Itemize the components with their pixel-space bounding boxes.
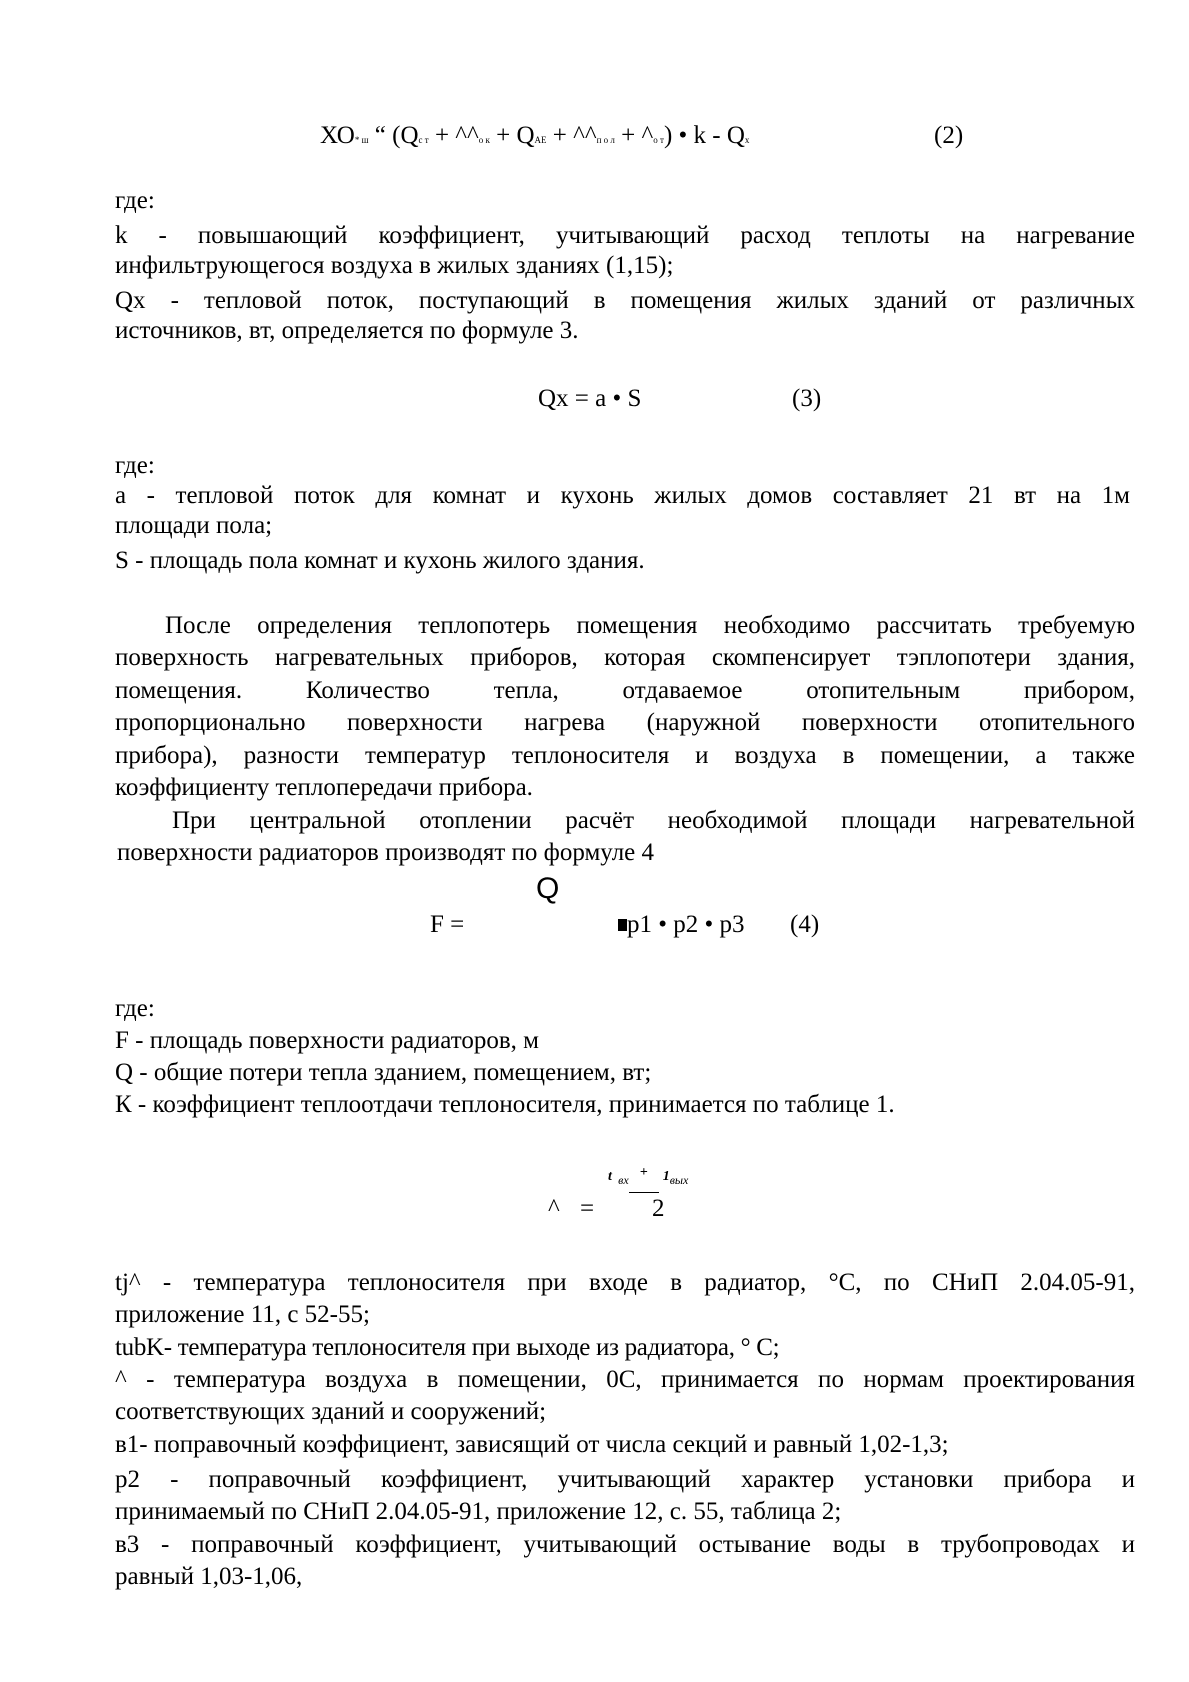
paragraph-1-line-4: пропорционально поверхности нагрева (наружной поверхности отопительного	[115, 709, 1135, 736]
formula-5-one: 1	[662, 1169, 670, 1184]
formula-2-part: ХО	[320, 122, 355, 149]
formula-5-underline	[629, 1165, 659, 1193]
formula-2-sub: о к	[478, 135, 490, 145]
formula-5-denominator: 2	[652, 1195, 665, 1222]
formula-2-number: (2)	[934, 122, 964, 149]
paragraph-1-line-2: поверхность нагревательных приборов, которая скомпенсирует тэплопотери здания,	[115, 644, 1135, 671]
formula-5-one-sub: вых	[669, 1173, 689, 1187]
where-label: где:	[115, 187, 155, 214]
paragraph-1-line-1: После определения теплопотерь помещения необходимо рассчитать требуемую	[165, 612, 1135, 639]
paragraph-2-line-1: При центральной отоплении расчёт необходимой площади нагревательной	[172, 807, 1135, 834]
formula-2-part: + ^	[621, 122, 654, 149]
tair-definition-line-1: ^ - температура воздуха в помещении, 0С, принимается по нормам проектирования	[115, 1366, 1135, 1393]
a-definition-line-2: площади пола;	[115, 512, 273, 539]
formula-5-numerator	[608, 1163, 688, 1188]
b3-definition-line-1: в3 - поправочный коэффициент, учитывающий остывание воды в трубопроводах и	[115, 1531, 1135, 1558]
formula-2-part: + Q	[496, 122, 535, 149]
formula-2-sub: AE	[534, 135, 547, 145]
formula-2-sub: x	[744, 135, 750, 145]
q-definition: Q - общие потери тепла зданием, помещением, вт;	[115, 1059, 652, 1086]
a-definition-line-1: a - тепловой поток для комнат и кухонь жилых домов составляет 21 вт на 1м	[115, 482, 1130, 509]
formula-5-plus: +	[639, 1165, 648, 1180]
formula-2-sub: п о л	[596, 135, 615, 145]
formula-2-part: ) • k - Q	[663, 122, 745, 149]
where-label: где:	[115, 995, 155, 1022]
formula-4-lhs: F =	[430, 911, 465, 938]
paragraph-1-line-6: коэффициенту теплопередачи прибора.	[115, 774, 533, 801]
k2-definition: К - коэффициент теплоотдачи теплоносителя, принимается по таблице 1.	[115, 1091, 895, 1118]
f-definition: F - площадь поверхности радиаторов, м	[115, 1027, 539, 1054]
tin-definition-line-1: tj^ - температура теплоносителя при входе в радиатор, °С, по СНиП 2.04.05-91,	[115, 1269, 1135, 1296]
formula-3-number: (3)	[792, 385, 822, 412]
formula-4-number: (4)	[790, 911, 820, 938]
tin-definition-line-2: приложение 11, с 52-55;	[115, 1301, 370, 1328]
formula-2-sub: о т	[653, 135, 664, 145]
formula-2-sub: * ш	[354, 135, 369, 145]
formula-2	[320, 122, 749, 150]
where-label: где:	[115, 452, 155, 479]
p2-definition-line-1: р2 - поправочный коэффициент, учитывающий характер установки прибора и	[115, 1466, 1135, 1493]
formula-5-lhs: ^ =	[548, 1195, 595, 1222]
b1-definition: в1- поправочный коэффициент, зависящий от числа секций и равный 1,02-1,3;	[115, 1431, 949, 1458]
tout-definition: tubK- температура теплоносителя при выходе из радиатора, ° С;	[115, 1334, 780, 1361]
s-definition: S - площадь пола комнат и кухонь жилого здания.	[115, 547, 645, 574]
paragraph-2-line-2: поверхности радиаторов производят по формуле 4	[117, 839, 655, 866]
formula-4-square-mark	[618, 919, 627, 931]
k-definition-line-1: k - повышающий коэффициент, учитывающий расход теплоты на нагревание	[115, 222, 1135, 249]
formula-2-part: “ (Q	[374, 122, 419, 149]
qx-definition-line-2: источников, вт, определяется по формуле 3.	[115, 317, 579, 344]
tair-definition-line-2: соответствующих зданий и сооружений;	[115, 1398, 547, 1425]
paragraph-1-line-3: помещения. Количество тепла, отдаваемое отопительным прибором,	[115, 677, 1135, 704]
formula-2-part: + ^^	[552, 122, 597, 149]
formula-4-rhs: p1 • p2 • p3	[627, 911, 745, 938]
formula-5-t-sub: вх	[618, 1173, 629, 1187]
k-definition-line-2: инфильтрующегося воздуха в жилых зданиях (1,15);	[115, 252, 674, 279]
paragraph-1-line-5: прибора), разности температур теплоносителя и воздуха в помещении, а также	[115, 742, 1135, 769]
formula-4-numerator: Q	[536, 872, 560, 905]
formula-2-sub: с т	[418, 135, 429, 145]
formula-2-part: + ^^	[434, 122, 479, 149]
p2-definition-line-2: принимаемый по СНиП 2.04.05-91, приложение 12, с. 55, таблица 2;	[115, 1498, 842, 1525]
b3-definition-line-2: равный 1,03-1,06,	[115, 1563, 303, 1590]
qx-definition-line-1: Qx - тепловой поток, поступающий в помещения жилых зданий от различных	[115, 287, 1135, 314]
formula-5-t: t	[608, 1169, 612, 1184]
formula-3: Qx = a • S	[538, 385, 642, 412]
